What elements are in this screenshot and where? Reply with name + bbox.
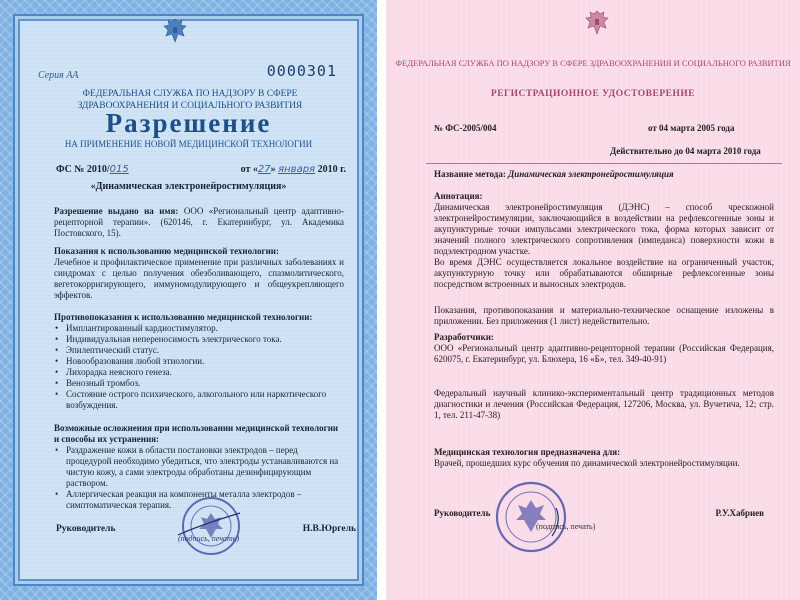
contraindications-list: [54, 323, 344, 411]
indications-note: [434, 305, 774, 327]
coat-of-arms-icon: [162, 16, 188, 46]
intended-label: Медицинская технология предназначена для:: [434, 447, 621, 457]
date-year: 2010 г.: [317, 164, 346, 175]
head-label: Руководитель: [56, 524, 116, 534]
certificate-date: от 04 марта 2005 года: [648, 123, 735, 133]
method-line: [434, 169, 674, 180]
head-label: Руководитель: [434, 508, 491, 518]
date-month: января: [278, 164, 316, 175]
contraindications-label: Противопоказания к использованию медицинской технологии:: [54, 312, 313, 322]
permit-document: [0, 0, 377, 600]
permit-number-handwritten: 015: [109, 164, 129, 175]
certificate-title: РЕГИСТРАЦИОННОЕ УДОСТОВЕРЕНИЕ: [490, 89, 696, 99]
issued-to-text: ООО «Региональный центр адаптивно-рецепторной терапии». (620146, г. Екатеринбург, ул. Академика Постовского, 15).: [54, 206, 344, 238]
permit-subtitle: НА ПРИМЕНЕНИЕ НОВОЙ МЕДИЦИНСКОЙ ТЕХНОЛОГИИ: [64, 139, 313, 149]
signature-line: [434, 508, 764, 518]
annotation-label: Аннотация:: [434, 191, 483, 201]
list-item: • Лихорадка неясного генеза.: [66, 367, 344, 378]
list-item: • Венозный тромбоз.: [66, 378, 344, 389]
contraindications-section: [54, 312, 344, 411]
method-value: Динамическая электронейростимуляция: [508, 169, 674, 179]
head-name: Н.В.Юргель: [302, 524, 356, 534]
signature-line: [56, 524, 356, 534]
list-item: • Состояние острого психического, алкогольного или наркотического возбуждения.: [66, 389, 344, 411]
series-label: Серия АА: [38, 70, 79, 81]
list-item: • Раздражение кожи в области постановки электродов – перед процедурой необходимо убедиться, что электроды устанавливаются на чистую кожу, а сами электроды обработаны дезинфицирующим раствором.: [66, 445, 344, 489]
indications-section: [54, 246, 344, 301]
intended-section: [434, 447, 774, 469]
intended-text: Врачей, прошедших курс обучения по динамической электронейростимуляции.: [434, 458, 740, 468]
divider: [426, 163, 782, 164]
list-item: • Аллергическая реакция на компоненты металла электродов – симптоматическая терапия.: [66, 489, 344, 511]
annotation-paragraph-1: Динамическая электронейростимуляция (ДЭНС) – способ чрескожной электронейростимуляции, заключающийся в воздействии на рефлексогенные зоны и акупунктурные точки импульсами электрического тока, форма которых зависит от значений полного электрического сопротивления (импеданса) поверхности кожи в подэлектродном участке.: [434, 202, 774, 256]
serial-number: 0000301: [266, 62, 337, 80]
developer-2-section: [434, 388, 774, 421]
annotation-paragraph-2: Во время ДЭНС осуществляется локальное воздействие на ограниченный участок, акупунктурную точку или обрабатываются обширные рефлексогенные зоны посредством встроенных и выносных электродов.: [434, 257, 774, 289]
registration-certificate: [386, 0, 800, 600]
date-mid: »: [270, 164, 276, 175]
indications-text: Показания, противопоказания и материально-техническое оснащение изложены в приложении. Без приложения (1 лист) недействительно.: [434, 305, 774, 326]
head-name: Р.У.Хабриев: [715, 508, 764, 518]
list-item: • Индивидуальная непереносимость электрического тока.: [66, 334, 344, 345]
agency-name: ФЕДЕРАЛЬНАЯ СЛУЖБА ПО НАДЗОРУ В СФЕРЕ ЗДРАВООХРАНЕНИЯ И СОЦИАЛЬНОГО РАЗВИТИЯ: [395, 58, 791, 68]
permit-number-prefix: ФС № 2010/: [56, 164, 110, 175]
stamp-caption: (подпись, печать): [178, 534, 240, 543]
developer-1: ООО «Региональный центр адаптивно-рецепторной терапии (Российская Федерация, 620075, г. Екатеринбург, ул. Блюхера, 16 «Б», тел. 349-40-91): [434, 343, 774, 364]
complications-label: Возможные осложнения при использовании медицинской технологии и способы их устранения:: [54, 423, 339, 444]
developers-section: [434, 332, 774, 365]
date-day: 27: [257, 164, 271, 175]
date-prefix: от «: [240, 164, 258, 175]
permit-date: [241, 164, 346, 175]
permit-title: Разрешение: [105, 108, 272, 138]
permit-number-line: [56, 164, 346, 175]
developers-label: Разработчики:: [434, 332, 494, 342]
agency-name: ФЕДЕРАЛЬНАЯ СЛУЖБА ПО НАДЗОРУ В СФЕРЕ ЗДРАВООХРАНЕНИЯ И СОЦИАЛЬНОГО РАЗВИТИЯ: [77, 89, 303, 111]
indications-label: Показания к использованию медицинской технологии:: [54, 246, 279, 256]
certificate-number: № ФС-2005/004: [434, 123, 497, 133]
issued-to-label: Разрешение выдано на имя:: [54, 206, 179, 216]
valid-until: Действительно до 04 марта 2010 года: [610, 146, 761, 156]
annotation-section: [434, 191, 774, 290]
developer-2: Федеральный научный клинико-экспериментальный центр традиционных методов диагностики и лечения (Российская Федерация, 127206, Москва, ул. Вучетича, 12; стр. 1, тел. 211-47-38): [434, 388, 774, 420]
stamp-caption: (подпись, печать): [536, 522, 596, 531]
list-item: • Имплантированный кардиостимулятор.: [66, 323, 344, 334]
method-name: «Динамическая электронейростимуляция»: [90, 181, 287, 192]
method-label: Название метода:: [434, 169, 506, 179]
list-item: • Новообразования любой этиологии.: [66, 356, 344, 367]
issued-to-section: [54, 206, 344, 239]
list-item: • Эпилептический статус.: [66, 345, 344, 356]
indications-text: Лечебное и профилактическое применение при различных заболеваниях и синдромах с целью получения обезболивающего, спазмолитического, вегетокорригирующего, иммуномодулирующего и общеукрепляющего эффектов.: [54, 257, 344, 300]
coat-of-arms-icon: [584, 8, 610, 38]
